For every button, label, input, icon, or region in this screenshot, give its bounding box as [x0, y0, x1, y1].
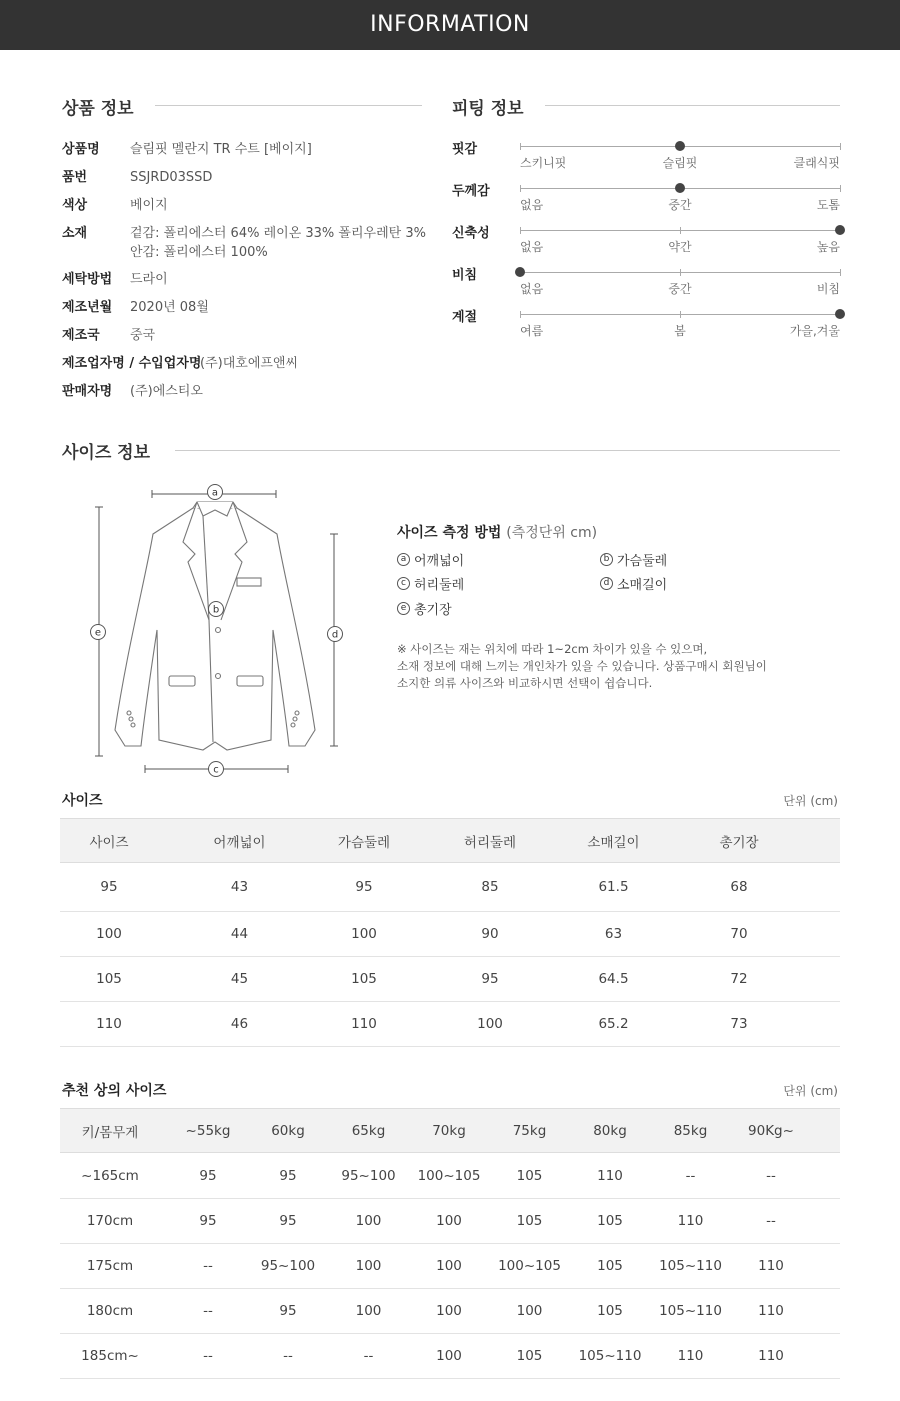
table-cell: 90	[407, 912, 573, 957]
table-header-cell: 70kg	[417, 1109, 481, 1153]
measure-item-e: e 총기장	[397, 599, 452, 618]
fit-tick	[840, 269, 841, 276]
fit-scale	[520, 146, 840, 147]
table-cell: 85	[407, 863, 573, 912]
table-header-cell: 키/몸무게	[60, 1109, 160, 1153]
table-row	[60, 1002, 840, 1047]
fitting-info-title: 피팅 정보	[452, 99, 524, 119]
fit-tick	[680, 269, 681, 276]
product-info-key: 판매자명	[62, 384, 113, 399]
table-cell: 95	[160, 1199, 256, 1244]
table-header-cell: 75kg	[481, 1109, 578, 1153]
rec-table-title: 추천 상의 사이즈	[62, 1083, 167, 1099]
size-info-title: 사이즈 정보	[62, 443, 151, 463]
table-row	[60, 1289, 840, 1334]
diagram-letter-e: e	[94, 627, 102, 639]
table-cell: 95	[256, 1153, 320, 1199]
product-info-value: 2020년 08월	[130, 300, 209, 315]
fit-selected-marker	[835, 309, 845, 319]
table-header-spacer	[824, 819, 840, 863]
table-cell: --	[739, 1153, 803, 1199]
table-header-cell: 90Kg~	[739, 1109, 803, 1153]
table-cell: 105~110	[642, 1244, 739, 1289]
table-cell: --	[642, 1153, 739, 1199]
product-info-key: 품번	[62, 170, 88, 185]
table-header-cell: 가슴둘레	[321, 819, 407, 863]
fit-option-label: 봄	[674, 324, 686, 338]
table-cell: 105~110	[578, 1334, 642, 1379]
table-cell: 110	[739, 1244, 803, 1289]
fit-selected-marker	[835, 225, 845, 235]
table-header-cell: 60kg	[256, 1109, 320, 1153]
product-info-value: 겉감: 폴리에스터 64% 레이온 33% 폴리우레탄 3% 안감: 폴리에스터 100%	[130, 226, 426, 260]
fit-option-label: 없음	[520, 282, 544, 296]
table-cell: 110	[642, 1199, 739, 1244]
fit-option-label: 스키니핏	[520, 156, 567, 170]
table-cell: 175cm	[60, 1244, 160, 1289]
table-cell: 110	[642, 1334, 739, 1379]
table-cell: 110	[739, 1334, 803, 1379]
fit-tick	[520, 227, 521, 234]
fit-selected-marker	[675, 183, 685, 193]
table-cell-spacer	[803, 1153, 840, 1199]
table-cell: 105	[60, 957, 158, 1002]
table-header-cell: 어깨넓이	[158, 819, 321, 863]
product-info-key: 제조년월	[62, 300, 113, 315]
product-info-value: (주)에스티오	[130, 384, 203, 399]
product-info-value: SSJRD03SSD	[130, 170, 213, 185]
size-table-header	[60, 819, 840, 863]
table-cell: 95~100	[256, 1244, 320, 1289]
size-table-title: 사이즈	[62, 793, 103, 809]
table-header-cell: 허리둘레	[407, 819, 573, 863]
table-cell: --	[160, 1289, 256, 1334]
table-header-cell: 총기장	[654, 819, 824, 863]
fit-selected-marker	[675, 141, 685, 151]
fit-option-label: 중간	[668, 198, 692, 212]
table-cell: 46	[158, 1002, 321, 1047]
diagram-letter-a: a	[211, 487, 219, 499]
fit-option-label: 클래식핏	[793, 156, 840, 170]
product-info-value: 베이지	[130, 198, 168, 213]
table-cell: 105~110	[642, 1289, 739, 1334]
fit-scale	[520, 230, 840, 231]
table-row	[60, 957, 840, 1002]
table-cell: 100	[417, 1244, 481, 1289]
fit-option-label: 중간	[668, 282, 692, 296]
table-cell: 105	[481, 1199, 578, 1244]
table-cell: 110	[739, 1289, 803, 1334]
table-cell-spacer	[824, 912, 840, 957]
table-header-cell: 80kg	[578, 1109, 642, 1153]
table-cell: 105	[578, 1244, 642, 1289]
jacket-diagram	[85, 480, 355, 780]
measure-title: 사이즈 측정 방법 (측정단위 cm)	[397, 525, 598, 541]
product-info-title: 상품 정보	[62, 99, 134, 119]
table-cell: 45	[158, 957, 321, 1002]
table-cell: 105	[481, 1153, 578, 1199]
diagram-letter-b: b	[212, 604, 220, 616]
table-cell: 100	[417, 1289, 481, 1334]
fit-scale	[520, 188, 840, 189]
table-cell: 100	[407, 1002, 573, 1047]
table-cell: 100	[320, 1199, 417, 1244]
fit-tick	[520, 311, 521, 318]
table-cell: 100	[481, 1289, 578, 1334]
rec-table-header	[60, 1109, 840, 1153]
info-banner	[0, 0, 900, 50]
fit-option-label: 여름	[520, 324, 544, 338]
measure-item-a: a 어깨넓이	[397, 550, 464, 569]
product-info-key: 제조업자명 / 수입업자명	[62, 356, 202, 371]
table-cell-spacer	[803, 1199, 840, 1244]
product-info-divider	[155, 105, 422, 106]
size-table-unit: 단위 (cm)	[783, 794, 838, 808]
fit-label: 계절	[452, 310, 478, 325]
table-cell: 100	[417, 1199, 481, 1244]
table-header-cell: 소매길이	[573, 819, 654, 863]
fit-tick	[840, 143, 841, 150]
table-cell: 105	[321, 957, 407, 1002]
table-cell: 95~100	[320, 1153, 417, 1199]
fit-label: 비침	[452, 268, 478, 283]
table-cell: 95	[60, 863, 158, 912]
table-cell: ~165cm	[60, 1153, 160, 1199]
table-row	[60, 1153, 840, 1199]
table-cell: 100	[320, 1244, 417, 1289]
table-cell: 63	[573, 912, 654, 957]
fit-scale	[520, 272, 840, 273]
table-header-cell: 65kg	[320, 1109, 417, 1153]
table-cell: 44	[158, 912, 321, 957]
table-cell: 105	[481, 1334, 578, 1379]
table-cell-spacer	[803, 1334, 840, 1379]
fit-label: 핏감	[452, 142, 478, 157]
table-row	[60, 912, 840, 957]
table-row	[60, 1199, 840, 1244]
table-cell: 95	[321, 863, 407, 912]
size-note: ※ 사이즈는 재는 위치에 따라 1~2cm 차이가 있을 수 있으며, 소재 정보에 대해 느끼는 개인차가 있을 수 있습니다. 상품구매시 회원님이 소지한 의류 사이즈와 비교하시면 선택이 쉽습니다.	[397, 642, 767, 690]
table-cell: 95	[160, 1153, 256, 1199]
fit-label: 두께감	[452, 184, 490, 199]
measure-item-b: b 가슴둘레	[600, 550, 667, 569]
product-info-key: 제조국	[62, 328, 100, 343]
fit-option-label: 약간	[668, 240, 692, 254]
fit-tick	[680, 311, 681, 318]
table-header-cell: 사이즈	[60, 819, 158, 863]
table-cell: --	[160, 1334, 256, 1379]
size-table	[60, 818, 840, 1047]
fit-scale	[520, 314, 840, 315]
table-cell: 100	[60, 912, 158, 957]
table-cell: 43	[158, 863, 321, 912]
table-cell: 72	[654, 957, 824, 1002]
table-header-cell: 85kg	[642, 1109, 739, 1153]
table-cell: 73	[654, 1002, 824, 1047]
table-header-cell: ~55kg	[160, 1109, 256, 1153]
table-cell-spacer	[824, 1002, 840, 1047]
table-cell: 95	[407, 957, 573, 1002]
table-cell: 68	[654, 863, 824, 912]
product-info-value: 드라이	[130, 272, 168, 287]
table-cell: 100~105	[417, 1153, 481, 1199]
table-cell: 105	[578, 1289, 642, 1334]
table-row	[60, 863, 840, 912]
table-cell: 110	[321, 1002, 407, 1047]
measure-item-c: c 허리둘레	[397, 574, 464, 593]
fit-tick	[680, 227, 681, 234]
table-cell: 100	[321, 912, 407, 957]
fitting-info-divider	[545, 105, 840, 106]
fit-option-label: 도톰	[816, 198, 840, 212]
product-info-key: 세탁방법	[62, 272, 113, 287]
table-cell: --	[256, 1334, 320, 1379]
product-info-key: 상품명	[62, 142, 100, 157]
fit-tick	[840, 185, 841, 192]
fit-tick	[520, 143, 521, 150]
product-info-value: 중국	[130, 328, 156, 343]
fit-option-label: 슬림핏	[662, 156, 698, 170]
table-cell: 185cm~	[60, 1334, 160, 1379]
table-cell: 100	[417, 1334, 481, 1379]
product-info-value: 슬림핏 멜란지 TR 수트 [베이지]	[130, 142, 312, 157]
measure-unit: (측정단위 cm)	[506, 525, 598, 541]
fit-label: 신축성	[452, 226, 490, 241]
fit-option-label: 비침	[816, 282, 840, 296]
diagram-letter-d: d	[331, 629, 339, 641]
table-cell: 105	[578, 1199, 642, 1244]
table-cell: 61.5	[573, 863, 654, 912]
table-cell-spacer	[803, 1244, 840, 1289]
table-row	[60, 1244, 840, 1289]
product-info-key: 소재	[62, 226, 88, 241]
table-cell: 64.5	[573, 957, 654, 1002]
table-cell: 100	[320, 1289, 417, 1334]
measure-item-d: d 소매길이	[600, 574, 667, 593]
table-cell-spacer	[803, 1289, 840, 1334]
fit-option-label: 가을,겨울	[789, 324, 840, 338]
banner-title: INFORMATION	[370, 12, 530, 37]
table-cell: 110	[60, 1002, 158, 1047]
fit-option-label: 없음	[520, 198, 544, 212]
table-cell: 95	[256, 1289, 320, 1334]
table-cell: 95	[256, 1199, 320, 1244]
table-header-spacer	[803, 1109, 840, 1153]
table-cell: 180cm	[60, 1289, 160, 1334]
table-cell: --	[739, 1199, 803, 1244]
product-info-value: (주)대호에프앤씨	[200, 356, 299, 371]
table-cell: --	[320, 1334, 417, 1379]
product-info-key: 색상	[62, 198, 88, 213]
table-cell: 170cm	[60, 1199, 160, 1244]
table-cell: 70	[654, 912, 824, 957]
rec-size-table	[60, 1108, 840, 1379]
table-cell: 65.2	[573, 1002, 654, 1047]
table-cell: --	[160, 1244, 256, 1289]
table-cell: 110	[578, 1153, 642, 1199]
rec-table-unit: 단위 (cm)	[783, 1084, 838, 1098]
table-cell-spacer	[824, 863, 840, 912]
size-info-divider	[175, 450, 840, 451]
table-cell-spacer	[824, 957, 840, 1002]
fit-option-label: 없음	[520, 240, 544, 254]
fit-selected-marker	[515, 267, 525, 277]
fit-tick	[520, 185, 521, 192]
table-cell: 100~105	[481, 1244, 578, 1289]
fit-option-label: 높음	[816, 240, 840, 254]
table-row	[60, 1334, 840, 1379]
diagram-letter-c: c	[213, 764, 219, 776]
